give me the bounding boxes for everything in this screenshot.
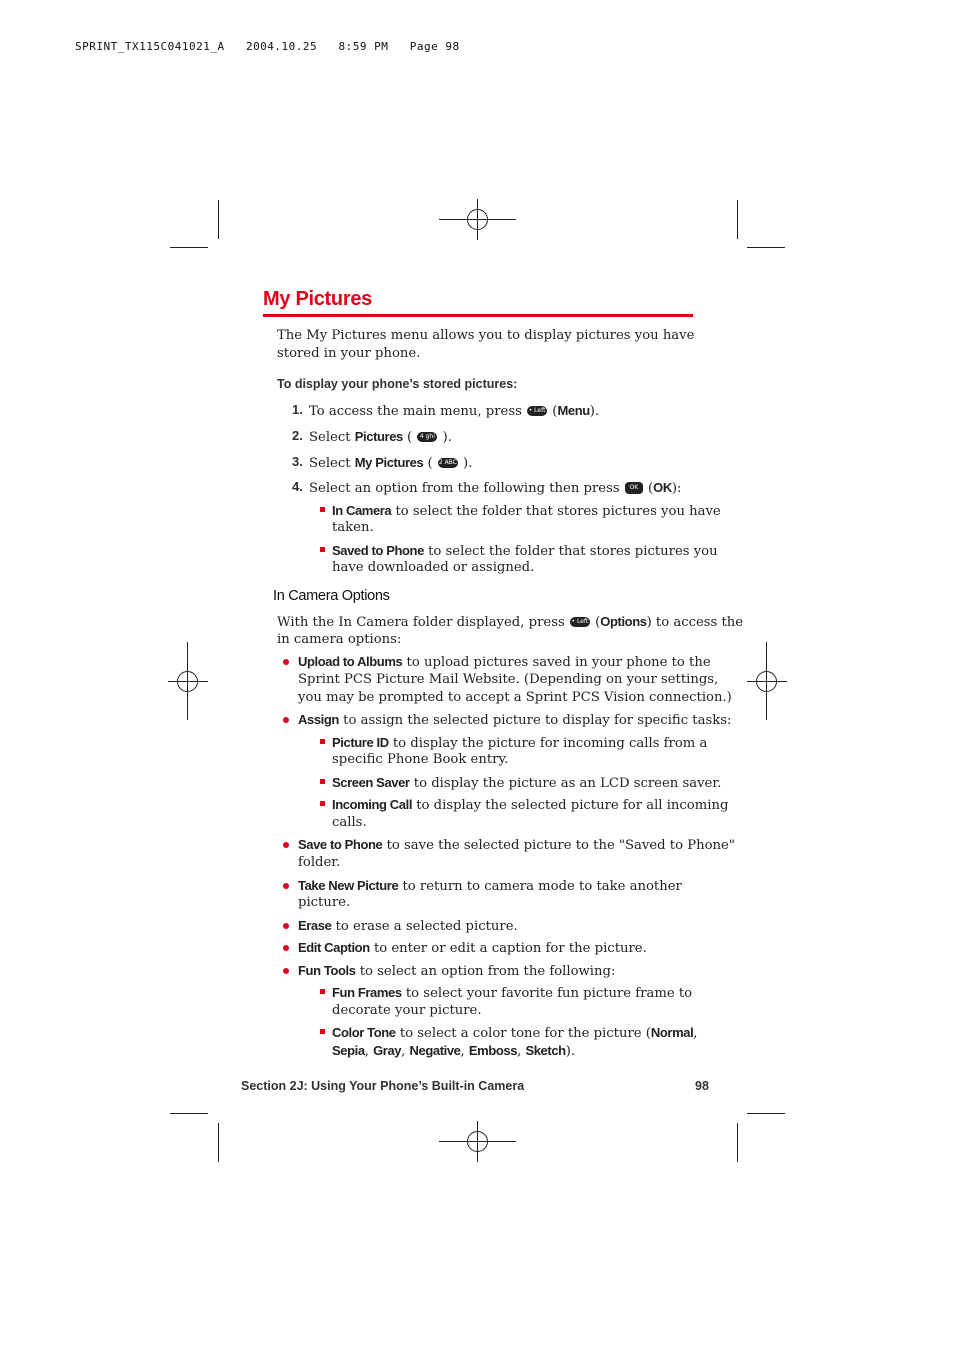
step-number: 2. bbox=[292, 428, 303, 443]
save-to-phone-option: Save to Phone to save the selected picture to the "Saved to Phone" bbox=[298, 837, 735, 853]
step-number: 4. bbox=[292, 479, 303, 494]
take-new-picture-option-cont: picture. bbox=[298, 895, 351, 910]
assign-option: Assign to assign the selected picture to display for specific tasks: bbox=[298, 712, 732, 728]
save-to-phone-option-cont: folder. bbox=[298, 855, 341, 870]
in-camera-item-cont: taken. bbox=[332, 520, 374, 535]
page-number: 98 bbox=[695, 1079, 709, 1093]
upload-option-cont: you may be prompted to accept a Sprint PCS Vision connection.) bbox=[298, 690, 732, 705]
step-4: Select an option from the following then press OK (OK): bbox=[309, 480, 682, 496]
fun-tools-option: Fun Tools to select an option from the following: bbox=[298, 963, 616, 979]
round-bullet-icon bbox=[283, 968, 289, 974]
color-tone-option: Color Tone to select a color tone for the picture (Normal, bbox=[332, 1025, 698, 1041]
saved-to-phone-item-cont: have downloaded or assigned. bbox=[332, 560, 535, 575]
step-number: 3. bbox=[292, 454, 303, 469]
upload-option-cont: Sprint PCS Picture Mail Website. (Depending on your settings, bbox=[298, 672, 719, 687]
round-bullet-icon bbox=[283, 842, 289, 848]
fun-frames-option: Fun Frames to select your favorite fun picture frame to bbox=[332, 985, 693, 1001]
picture-id-option: Picture ID to display the picture for incoming calls from a bbox=[332, 735, 708, 751]
section-paragraph: With the In Camera folder displayed, press • Left (Options) to access the bbox=[277, 614, 744, 630]
edit-caption-option: Edit Caption to enter or edit a caption for the picture. bbox=[298, 940, 647, 956]
page-title: My Pictures bbox=[263, 288, 372, 310]
picture-id-option-cont: specific Phone Book entry. bbox=[332, 752, 509, 767]
square-bullet-icon bbox=[320, 801, 325, 806]
intro-line-2: stored in your phone. bbox=[277, 346, 421, 361]
ok-key-icon: OK bbox=[625, 482, 643, 494]
step-1: To access the main menu, press • Left (Menu). bbox=[309, 403, 600, 419]
incoming-call-option: Incoming Call to display the selected picture for all incoming bbox=[332, 797, 729, 813]
left-softkey-icon: • Left bbox=[528, 406, 546, 414]
round-bullet-icon bbox=[283, 717, 289, 723]
left-softkey-icon: • Left bbox=[571, 617, 589, 625]
step-2: Select Pictures ( 4 ghi ). bbox=[309, 429, 452, 445]
fun-frames-option-cont: decorate your picture. bbox=[332, 1003, 482, 1018]
round-bullet-icon bbox=[283, 883, 289, 889]
incoming-call-option-cont: calls. bbox=[332, 815, 367, 830]
key-2-icon: 2 ABC bbox=[438, 458, 457, 466]
round-bullet-icon bbox=[283, 659, 289, 665]
footer-section: Section 2J: Using Your Phone’s Built-in Camera bbox=[241, 1079, 525, 1093]
erase-option: Erase to erase a selected picture. bbox=[298, 918, 518, 934]
round-bullet-icon bbox=[283, 923, 289, 929]
upload-option: Upload to Albums to upload pictures saved in your phone to the bbox=[298, 654, 711, 670]
key-4-icon: 4 ghi bbox=[417, 432, 437, 442]
step-3: Select My Pictures ( 2 ABC ). bbox=[309, 455, 473, 471]
square-bullet-icon bbox=[320, 1029, 325, 1034]
step-number: 1. bbox=[292, 402, 303, 417]
screen-saver-option: Screen Saver to display the picture as an LCD screen saver. bbox=[332, 775, 722, 791]
print-slug: SPRINT_TX115C041021_A 2004.10.25 8:59 PM Page 98 bbox=[75, 40, 460, 53]
intro-line-1: The My Pictures menu allows you to display pictures you have bbox=[277, 328, 695, 343]
square-bullet-icon bbox=[320, 989, 325, 994]
title-rule bbox=[263, 314, 693, 317]
saved-to-phone-item: Saved to Phone to select the folder that stores pictures you bbox=[332, 543, 718, 559]
in-camera-item: In Camera to select the folder that stores pictures you have bbox=[332, 503, 721, 519]
section-heading: In Camera Options bbox=[273, 588, 390, 604]
section-paragraph-cont: in camera options: bbox=[277, 632, 402, 647]
square-bullet-icon bbox=[320, 739, 325, 744]
procedure-subhead: To display your phone’s stored pictures: bbox=[277, 377, 518, 391]
square-bullet-icon bbox=[320, 779, 325, 784]
square-bullet-icon bbox=[320, 547, 325, 552]
take-new-picture-option: Take New Picture to return to camera mode to take another bbox=[298, 878, 682, 894]
color-tone-option-cont: Sepia, Gray, Negative, Emboss, Sketch). bbox=[332, 1043, 576, 1059]
round-bullet-icon bbox=[283, 945, 289, 951]
square-bullet-icon bbox=[320, 507, 325, 512]
